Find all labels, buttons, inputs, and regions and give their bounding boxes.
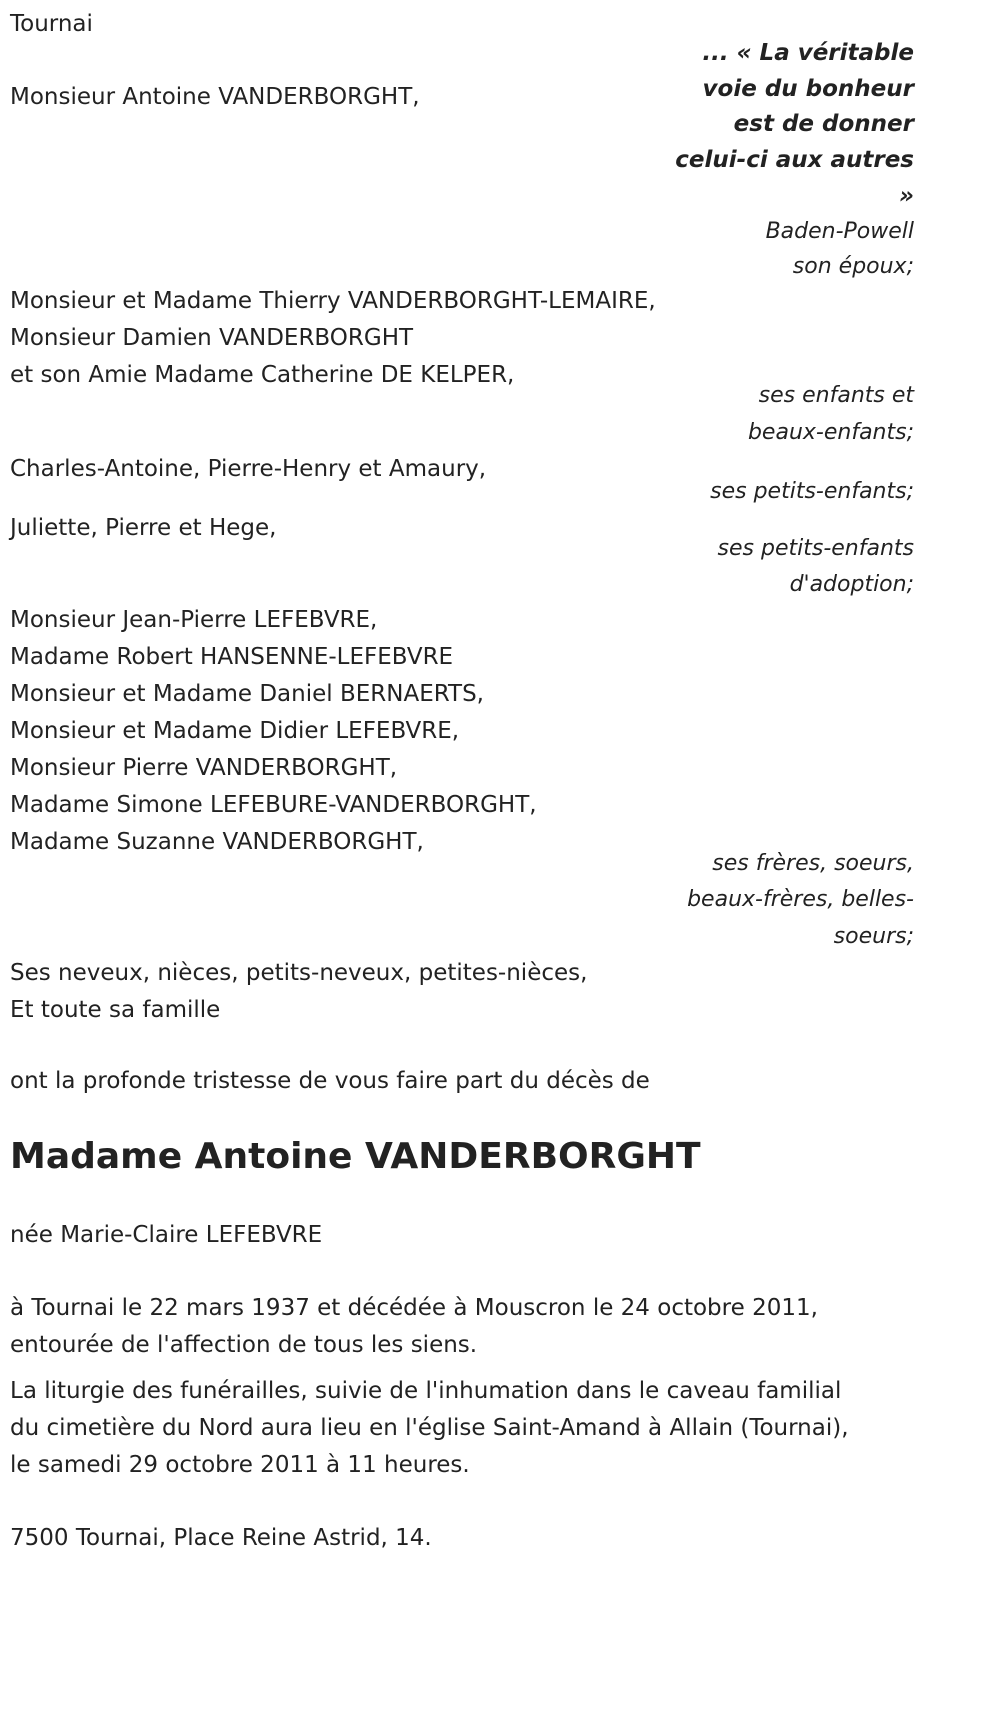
quote-line: ... « La véritable: [702, 40, 914, 66]
announcement-text: ont la profonde tristesse de vous faire part du décès de: [10, 1068, 650, 1094]
child-line: Monsieur Damien VANDERBORGHT: [10, 325, 414, 351]
quote-line: est de donner: [733, 111, 914, 137]
quote-line: »: [899, 183, 914, 209]
funeral-line: La liturgie des funérailles, suivie de l'inhumation dans le caveau familial: [10, 1378, 842, 1404]
siblings-relation: soeurs;: [833, 924, 914, 949]
funeral-line: le samedi 29 octobre 2011 à 11 heures.: [10, 1452, 470, 1478]
spouse-name: Monsieur Antoine VANDERBORGHT,: [10, 84, 420, 110]
family-line: Ses neveux, nièces, petits-neveux, petites-nièces,: [10, 960, 588, 986]
grandchildren-names: Charles-Antoine, Pierre-Henry et Amaury,: [10, 456, 487, 482]
children-relation: ses enfants et: [758, 383, 914, 408]
sibling-line: Monsieur et Madame Daniel BERNAERTS,: [10, 681, 484, 707]
dates-line: entourée de l'affection de tous les siens.: [10, 1332, 478, 1358]
sibling-line: Monsieur Jean-Pierre LEFEBVRE,: [10, 607, 378, 633]
sibling-line: Madame Suzanne VANDERBORGHT,: [10, 829, 424, 855]
grandchildren-relation: ses petits-enfants;: [710, 479, 914, 504]
city-heading: Tournai: [10, 11, 93, 37]
sibling-line: Madame Robert HANSENNE-LEFEBVRE: [10, 644, 454, 670]
maiden-name: née Marie-Claire LEFEBVRE: [10, 1222, 323, 1248]
quote-line: celui-ci aux autres: [675, 147, 914, 173]
child-line: Monsieur et Madame Thierry VANDERBORGHT-LEMAIRE,: [10, 288, 656, 314]
siblings-relation: ses frères, soeurs,: [712, 851, 914, 876]
child-line: et son Amie Madame Catherine DE KELPER,: [10, 362, 515, 388]
adoptive-grandchildren-relation: d'adoption;: [789, 572, 914, 597]
quote-line: voie du bonheur: [702, 76, 914, 102]
sibling-line: Madame Simone LEFEBURE-VANDERBORGHT,: [10, 792, 537, 818]
sibling-line: Monsieur Pierre VANDERBORGHT,: [10, 755, 398, 781]
adoptive-grandchildren-relation: ses petits-enfants: [717, 536, 914, 561]
address-line: 7500 Tournai, Place Reine Astrid, 14.: [10, 1525, 432, 1551]
spouse-relation: son époux;: [792, 254, 914, 279]
deceased-name: Madame Antoine VANDERBORGHT: [10, 1136, 701, 1177]
quote-author: Baden-Powell: [765, 219, 914, 244]
sibling-line: Monsieur et Madame Didier LEFEBVRE,: [10, 718, 460, 744]
family-line: Et toute sa famille: [10, 997, 221, 1023]
siblings-relation: beaux-frères, belles-: [687, 887, 914, 912]
adoptive-grandchildren-names: Juliette, Pierre et Hege,: [10, 515, 277, 541]
dates-line: à Tournai le 22 mars 1937 et décédée à Mouscron le 24 octobre 2011,: [10, 1295, 818, 1321]
funeral-line: du cimetière du Nord aura lieu en l'église Saint-Amand à Allain (Tournai),: [10, 1415, 849, 1441]
children-relation: beaux-enfants;: [747, 420, 914, 445]
